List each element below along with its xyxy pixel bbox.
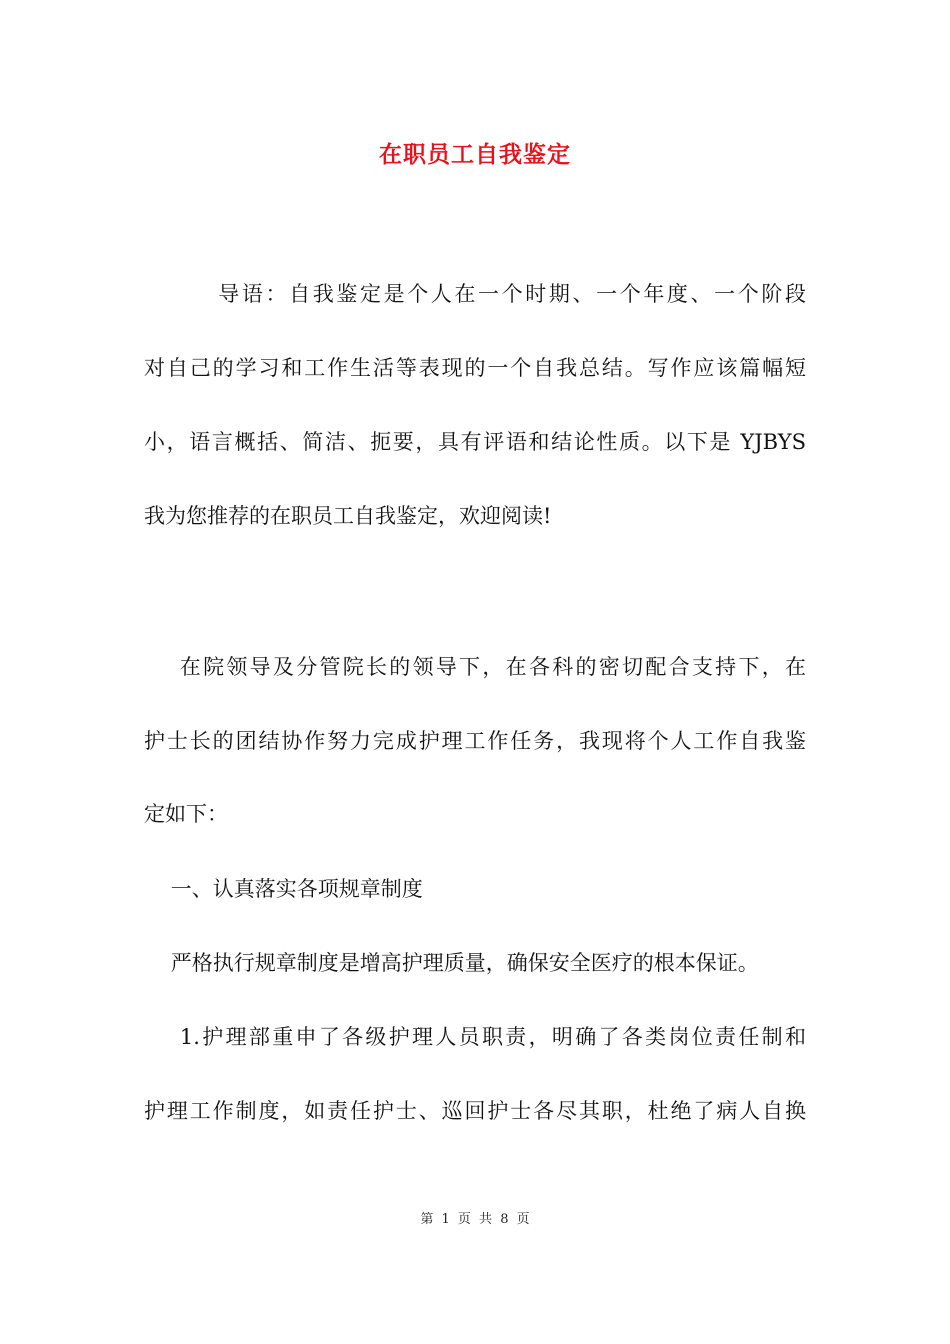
paragraph-line: 严格执行规章制度是增高护理质量，确保安全医疗的根本保证。	[144, 951, 759, 975]
document-title: 在职员工自我鉴定	[379, 141, 571, 168]
paragraph-line: 1.护理部重申了各级护理人员职责，明确了各类岗位责任制和	[144, 1025, 806, 1049]
paragraph-line: 我为您推荐的在职员工自我鉴定，欢迎阅读!	[144, 504, 552, 528]
paragraph-line: 定如下：	[144, 802, 228, 826]
section-heading: 一、认真落实各项规章制度	[144, 877, 423, 901]
paragraph-line: 对自己的学习和工作生活等表现的一个自我总结。写作应该篇幅短	[144, 356, 806, 380]
paragraph-line: 在院领导及分管院长的领导下，在各科的密切配合支持下，在	[144, 655, 806, 679]
paragraph-line: 护士长的团结协作努力完成护理工作任务，我现将个人工作自我鉴	[144, 729, 806, 753]
paragraph-line: 小，语言概括、简洁、扼要，具有评语和结论性质。以下是 YJBYS	[144, 430, 806, 454]
paragraph-line: 护理工作制度，如责任护士、巡回护士各尽其职，杜绝了病人自换	[144, 1099, 806, 1123]
page-footer: 第 1 页 共 8 页	[420, 1212, 530, 1227]
paragraph-line: 导语：自我鉴定是个人在一个时期、一个年度、一个阶段	[144, 282, 806, 306]
